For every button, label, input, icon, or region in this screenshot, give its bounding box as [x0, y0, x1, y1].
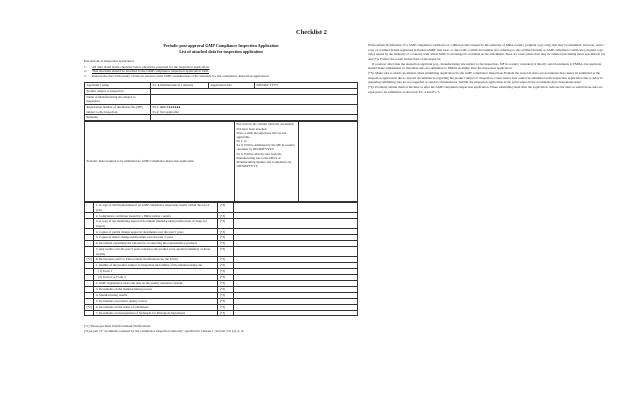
item-text: 3. A copy of the marketing approval document (manufacturing notification of drugs for export): [94, 219, 218, 229]
footnotes: [84, 324, 358, 334]
item-mark: (*3): [218, 229, 234, 235]
item-mark: (*3): [218, 274, 234, 280]
registration-example-1: Ex.1: ●●U/F●●●●●●: [152, 105, 181, 110]
item-mark: (*3): [218, 298, 234, 304]
checklist-row: [85, 203, 358, 213]
remarks-row: [85, 115, 358, 121]
item-check-cell[interactable]: [234, 203, 358, 213]
mfg-site-label: Name of Manufacturing site subject to inspection: [85, 94, 151, 104]
period-table: [84, 121, 358, 202]
item-mark: (*3): [218, 310, 234, 316]
precaution-number: 2.: [84, 69, 87, 74]
item-text: 1. A copy of Notification/Report on GMP compliance inspection results within the past 2 years: [94, 203, 218, 213]
registration-value[interactable]: [151, 105, 358, 115]
remarks-label: Remarks: [85, 115, 151, 121]
group-note: [85, 310, 94, 316]
item-text: 6. Documents on the status of validations: [94, 304, 218, 310]
product-label: Product subject to inspection: [85, 88, 151, 94]
group-note: [85, 246, 94, 256]
checklist-row: [85, 219, 358, 229]
item-check-cell[interactable]: [234, 246, 358, 256]
documents-checklist-table: [84, 202, 358, 316]
item-text: 2. GMP organization chart and data on the quality assurance system: [94, 280, 218, 286]
item-text: 4. Copies of partial change approval documents over the past 5 years: [94, 229, 218, 235]
application-date-label: Application date: [209, 83, 255, 89]
precaution-number: 3.: [84, 73, 87, 78]
precautions-list: [84, 65, 358, 78]
item-text: 7. Any recalls over the past 5 years related to the product to be applied (summary of those recalls): [94, 246, 218, 256]
registration-label: Registration number of the Master file (MF) subject to the inspection: [85, 105, 151, 115]
mfg-site-value[interactable]: [151, 94, 358, 104]
item-mark: (*3): [218, 286, 234, 292]
item-mark: (*3): [218, 203, 234, 213]
registration-row: [85, 105, 358, 115]
group-note: [85, 203, 94, 213]
item-text: 4. Manufacturing results: [94, 292, 218, 298]
period-instruction: Ex 5: Will be directly sent from the manufacturing site to the Office of Manufacturing Quality and Compliance by DD/MM/YYYY: [236, 151, 292, 168]
precaution-text: All data listed in the checklist below should be prepared for the inspection application.: [92, 64, 210, 69]
document-title: Checklist 2: [296, 29, 327, 36]
heading-line-1: Periodic post-approval GMP Compliance Inspection Application: [163, 43, 279, 48]
period-instruction: Put circle in the column when the documents that have been attached.: [236, 122, 294, 131]
item-check-cell[interactable]: [234, 310, 358, 316]
period-blank: [299, 122, 358, 202]
right-paragraph: (*3): Make sure to attach documents when submitting application for the GMP compliance inspection. Explain the reason if there are documents that cannot be submitted at the inspection application due to special circumstances regarding the product subject to inspection. Cases where data cannot be submitted at the inspection application due to delay in preparing submitting data are not regarded as special circumstances. Submit the inspection application at the point when all the documents have been made ready.: [368, 71, 603, 85]
item-mark: (*3): [218, 213, 234, 219]
footnote: (*2) A part of “documents required by the compliance inspection authority” specified in Chapter 1, Section 3-9, (2), ii. in: [84, 329, 244, 334]
item-text: 5. Copies of minor change notifications over the past 5 years: [94, 235, 218, 241]
mfg-site-row: [85, 94, 358, 104]
right-paragraph: Enforcement Notification. If a GMP compliance certificate of a MRA product issued by the authority of MRA country (original copy only) that may be submitted, however, with a copy of certified details registered in Euden GMDP data base, or data with a certificate number (for referring to the certified details) or GMP compliance certificate (original copy only) issued by the authority of a country with which MOU is exchanged is available as the attachment, there are cases where data may be omitted (excluding those specified in (3) and (7)). Follow the actual instructions of the inspector.: [368, 43, 605, 62]
application-date-value[interactable]: DD/MM/ YYYY: [255, 83, 358, 89]
item-mark: (*3): [218, 304, 234, 310]
item-check-cell[interactable]: [234, 219, 358, 229]
item-mark: (*3): [218, 268, 234, 274]
remarks-value[interactable]: [151, 115, 358, 121]
item-text: 5. Documents on product quality review: [94, 298, 218, 304]
precautions-title: Precautions at inspection application: [84, 59, 134, 64]
group-note: (*2): [86, 304, 92, 309]
group-note: (*2): [86, 257, 92, 262]
precaution-text: This checklist should be attached to the GMP compliance inspection application form.: [92, 69, 210, 74]
period-instructions: [235, 122, 299, 202]
period-instruction: Draw a slash through those that are not applicable.: [236, 130, 287, 139]
registration-example-2: Ex.2: Not applicable: [152, 109, 179, 114]
item-mark: (*3): [218, 263, 234, 269]
form-heading: [84, 43, 358, 54]
item-text: 7. Documents on management of Standards for Biological Ingredients: [94, 310, 218, 316]
item-mark: (*3): [218, 280, 234, 286]
right-paragraph: If a person other than the inspection applicant (e.g., manufacturing site subject to the inspection, MF in-country caretaker) is directly send documents to PMDA, the applicant should make adjustments so that these data are submitted to PMDA promptly after the inspection application.: [368, 61, 602, 71]
precaution-item: [84, 74, 358, 78]
precaution-number: 1.: [84, 64, 87, 69]
applicant-name-label: Applicant’s name: [85, 83, 151, 89]
right-page: [368, 43, 608, 94]
checklist-row: [85, 310, 358, 316]
item-text: 2. Compliance certificate issued by a MRA partner country: [94, 213, 218, 219]
period-label: Periodic: Data required to be submitted for GMP Compliance inspection application: [85, 122, 235, 202]
item-mark: (*3): [218, 235, 234, 241]
applicant-info-table: [84, 82, 358, 121]
item-text: (1) Form 1: [94, 268, 218, 274]
precaution-text: Prepare the data with plenty of time in advance with GMP consideration of the schedule for the compliance inspection application.: [92, 73, 270, 78]
group-note: [85, 219, 94, 229]
left-page: [84, 43, 358, 334]
item-mark: (*3): [218, 246, 234, 256]
footnote: (*1) Those specified in Enforcement Notifications.: [84, 324, 152, 329]
period-row: [85, 122, 358, 202]
checklist-row: [85, 246, 358, 256]
item-mark: (*3): [218, 219, 234, 229]
item-mark: (*3): [218, 292, 234, 298]
item-mark: (*3): [218, 241, 234, 247]
item-text: 6. Document explaining the rational for re-selecting the representative products: [94, 241, 218, 247]
item-text: 8. Declaration (refer to Enforcement Notifications for the Form): [94, 257, 218, 263]
right-paragraph: (*4): Promptly submit them at the time or after the GMP compliance inspection application. When submitting them after the application, indicate the date on which those data are expected to be submitted, as shown in Ex. 4 and Ex. 5.: [368, 85, 603, 94]
period-instruction: Ex 4: Will be submitted by the MF in-country caretaker by DD/MM/YYYY: [236, 143, 295, 152]
item-text: 3. Documents on the manufacturing process: [94, 286, 218, 292]
item-text: (2) Form 2 or Form 3: [94, 274, 218, 280]
period-instruction: Ex 1: O: [236, 139, 247, 144]
applicant-name-value[interactable]: Ex. ● Pharmaceutical Company: [151, 83, 209, 89]
item-text: 1. Outline of the product subject to inspection and outline of the manufacturing site: [94, 263, 218, 269]
heading-line-2: List of attached data for inspection application: [179, 48, 263, 54]
item-mark: (*3): [218, 257, 234, 263]
